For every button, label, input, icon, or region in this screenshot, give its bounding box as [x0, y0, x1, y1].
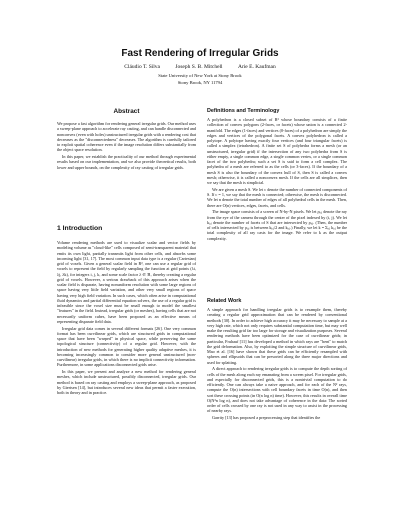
abstract-heading: Abstract: [113, 108, 140, 115]
introduction-paragraph: In this paper, we present and analyze a new method for rendering general meshes, which include unstructured, possibly disconnected, irregular grids. Our method is based on ray casting and employs a sweep-plane approach, as proposed by Giertsen [14], but introduces several new ideas that permit a faster execution, both in theory and in practice.: [57, 369, 196, 395]
related-work-paragraph: Garrity [13] has proposed a preprocessing step that identifies the: [212, 415, 321, 420]
related-work-heading: Related Work: [207, 298, 242, 304]
introduction-body: [57, 240, 196, 395]
affiliation-city: Stony Brook, NY 11794: [177, 80, 223, 85]
introduction-heading: 1 Introduction: [57, 225, 103, 232]
related-work-body: [207, 307, 347, 420]
introduction-paragraph: Irregular grid data comes in several different formats [26]. One very common format has been curvilinear grids, which are structured grids in computational space that have been "warped" in physical space, while preserving the same topological structure (connectivity) of a regular grid. However, with the introduction of new methods for generating higher quality adaptive meshes, it is becoming increasingly common to consider more general unstructured (non-curvilinear) irregular grids, in which there is no implicit connectivity information. Furthermore, in some applications disconnected grids arise.: [57, 325, 196, 368]
author-name: Arie E. Kaufman: [237, 64, 276, 70]
definitions-heading: Definitions and Terminology: [207, 108, 280, 114]
affiliation: State University of New York at Stony Brook: [158, 73, 242, 78]
related-work-paragraph: A direct approach to rendering irregular grids is to compute the depth sorting of cells of the mesh along each ray emanating from a screen pixel. For irregular grids, and especially for disconnected grids, this is a nontrivial computation to do efficiently. One can always take a naive approach, and for each of the N² rays, compute the O(n) intersections with cell boundary facets in time O(n), and then sort these crossing points (in O(n log n) time). However, this results in overall time O(N²n log n), and does not take advantage of coherence in the data: The sorted order of cells crossed by one ray is not used in any way to assist in the processing of nearby rays.: [207, 366, 347, 414]
abstract-paragraph: In this paper, we establish the practicality of our method through experimental results based on our implementation, and we also provide theoretical results, both lower and upper bounds, on the complexity of ray casting of irregular grids.: [57, 154, 196, 170]
definitions-body: [207, 117, 347, 241]
author-name: Joseph S. B. Mitchell: [175, 64, 223, 70]
definitions-paragraph: We are given a mesh S. We let c denote the number of connected components of S. If c = 1, we say that the mesh is connected; otherwise, the mesh is disconnected. We let n denote the total number of edges of all polyhedral cells in the mesh. Then, there are O(n) vertices, edges, facets, and cells.: [207, 186, 347, 208]
definitions-paragraph: The image space consists of a screen of N-by-N pixels. We let ρᵢ,ⱼ denote the ray from the eye of the camera through the center of the pixel indexed by (i, j). We let kᵢ,ⱼ denote the number of facets of S that are intersected by ρᵢ,ⱼ. (Then, the number of cells intersected by ρᵢ,ⱼ is between kᵢ,ⱼ/2 and kᵢ,ⱼ.) Finally, we let k = Σᵢ,ⱼ kᵢ,ⱼ be the total complexity of all ray casts for the image. We refer to k as the output complexity.: [207, 209, 347, 241]
paper-title: Fast Rendering of Irregular Grids: [121, 48, 279, 59]
introduction-paragraph: Volume rendering methods are used to visualize scalar and vector fields by modeling volume as "cloud-like" cells composed of semi-transparent material that emits its own light, partially transmits light from other cells, and absorbs some incoming light [31, 17]. The most common input data type is a regular (Cartesian) grid of voxels. Given a general scalar field in R³, one can use a regular grid of voxels to represent the field by regularly sampling the function at grid points (λi, λj, λk), for integers i, j, k, and some scale factor λ ∈ ℜ, thereby creating a regular grid of voxels. However, a serious drawback of this approach arises when the scalar field is disparate, having nonuniform resolution with some large regions of space having very little field variation, and other very small regions of space having very high field variation. In such cases, which often arise in computational fluid dynamics and partial differential equation solvers, the use of a regular grid is infeasible since the voxel size must be small enough to model the smallest "features" in the field. Instead, irregular grids (or meshes), having cells that are not necessarily uniform cubes, have been proposed as an effective means of representing disparate field data.: [57, 240, 196, 324]
author-name: Cláudio T. Silva: [124, 64, 160, 70]
related-work-paragraph: A simple approach for handling irregular grids is to resample them, thereby creating a regular grid approximation that can be rendered by conventional methods [30]. In order to achieve high accuracy it may be necessary to sample at a very high rate, which not only requires substantial computation time, but may well make the resulting grid far too large for storage and visualization purposes. Several rendering methods have been optimized for the case of curvilinear grids; in particular, Fruhauf [11] has developed a method in which rays are "bent" to match the grid deformation. Also, by exploiting the simple structure of curvilinear grids, Mao et al. [16] have shown that these grids can be efficiently resampled with spheres and ellipsoids that can be presorted along the three major directions and used for splatting.: [207, 307, 347, 365]
abstract-body: [57, 121, 196, 170]
definitions-paragraph: A polyhedron is a closed subset of R³ whose boundary consists of a finite collection of convex polygons (2-faces, or facets) whose union is a connected 2-manifold. The edges (1-faces) and vertices (0-faces) of a polyhedron are simply the edges and vertices of the polygonal facets. A convex polyhedron is called a polytope. A polytope having exactly four vertices (and four triangular facets) is called a simplex (tetrahedron). A finite set S of polyhedra forms a mesh (or an unstructured, irregular grid) if the intersection of any two polyhedra from S is either empty, a single common edge, a single common vertex, or a single common facet of the two polyhedra; such a set S is said to form a cell complex. The polyhedra of a mesh are referred to as the cells (or 3-faces). If the boundary of a mesh S is also the boundary of the convex hull of S, then S is called a convex mesh; otherwise, it is called a nonconvex mesh. If the cells are all simplices, then we say that the mesh is simplicial.: [207, 117, 347, 185]
author-list: [0, 64, 400, 70]
abstract-paragraph: We propose a fast algorithm for rendering general irregular grids. Our method uses a sweep-plane approach to accelerate ray casting, and can handle disconnected and nonconvex (even with holes) unstructured irregular grids with a rendering cost that decreases as the "disconnectedness" decreases. The algorithm is carefully tailored to exploit spatial coherence even if the image resolution differs substantially from the object space resolution.: [57, 121, 196, 153]
